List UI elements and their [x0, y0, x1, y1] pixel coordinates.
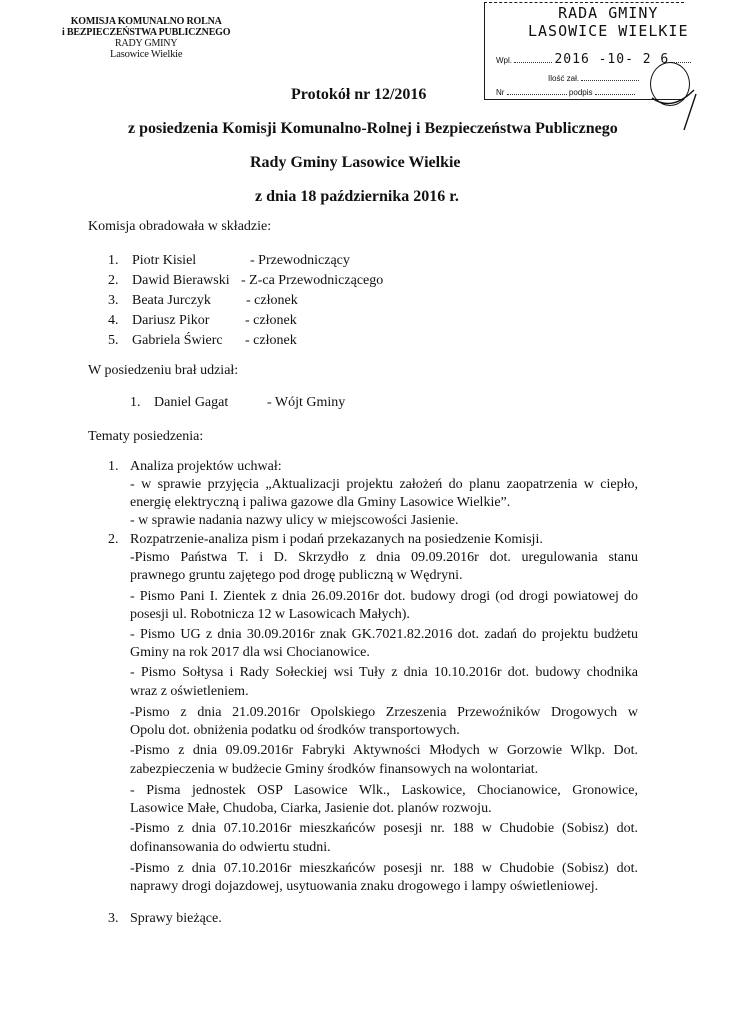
- stamp-podpis-label: podpis: [568, 88, 593, 97]
- topic-line: -Pismo Państwa T. i D. Skrzydło z dnia 09.09.2016r dot. uregulowania stanu: [130, 550, 638, 565]
- committee-name-line3: RADY GMINY: [114, 38, 178, 49]
- signature-scribble: [640, 60, 710, 135]
- member-name: Gabriela Świerc: [132, 333, 223, 348]
- member-name: Dariusz Pikor: [132, 313, 210, 328]
- member-number: 5.: [108, 333, 119, 348]
- topic-line: posesji ul. Robotnicza 12 w Lasowicach Małych).: [130, 607, 410, 622]
- topic-line: wraz z oświetleniem.: [130, 684, 249, 699]
- topic-title: Sprawy bieżące.: [130, 911, 222, 926]
- committee-name-line1: KOMISJA KOMUNALNO ROLNA: [70, 16, 222, 27]
- member-name: Beata Jurczyk: [132, 293, 211, 308]
- stamp-title-line2: LASOWICE WIELKIE: [528, 22, 689, 40]
- topic-line: -Pismo z dnia 09.09.2016r Fabryki Aktywności Młodych w Gorzowie Wlkp. Dot.: [130, 743, 638, 758]
- participant-number: 1.: [130, 395, 141, 410]
- meeting-title: z posiedzenia Komisji Komunalno-Rolnej i Bezpieczeństwa Publicznego: [128, 120, 618, 137]
- topic-line: - Pisma jednostek OSP Lasowice Wlk., Laskowice, Chocianowice, Gronowice,: [130, 783, 638, 798]
- topic-number: 1.: [108, 459, 119, 474]
- topic-title: Analiza projektów uchwał:: [130, 459, 282, 474]
- member-role: - członek: [246, 293, 298, 308]
- council-title: Rady Gminy Lasowice Wielkie: [250, 154, 461, 171]
- topic-line: -Pismo z dnia 07.10.2016r mieszkańców posesji nr. 188 w Chudobie (Sobisz) dot.: [130, 861, 638, 876]
- topic-line: - w sprawie nadania nazwy ulicy w miejscowości Jasienie.: [130, 513, 459, 528]
- member-role: - członek: [245, 313, 297, 328]
- topic-line: naprawy drogi dojazdowej, usytuowania znaku drogowego i lampy oświetleniowej.: [130, 879, 599, 894]
- topics-heading: Tematy posiedzenia:: [88, 429, 204, 444]
- member-name: Piotr Kisiel: [132, 253, 197, 268]
- member-role: - Przewodniczący: [250, 253, 350, 268]
- meeting-date-title: z dnia 18 października 2016 r.: [255, 188, 459, 205]
- topic-line: Opolu dot. obniżenia podatku od środków transportowych.: [130, 723, 460, 738]
- stamp-zal-label: Ilość zał.: [548, 74, 580, 83]
- topic-line: -Pismo z dnia 07.10.2016r mieszkańców posesji nr. 188 w Chudobie (Sobisz) dot.: [130, 821, 638, 836]
- topic-line: - w sprawie przyjęcia „Aktualizacji projektu założeń do planu zaopatrzenia w ciepło,: [130, 477, 638, 492]
- participant-role: - Wójt Gminy: [267, 395, 346, 410]
- committee-header: [62, 16, 230, 60]
- stamp-dots: [507, 94, 567, 95]
- member-role: - członek: [245, 333, 297, 348]
- topic-line: Lasowice Małe, Chudoba, Ciarka, Jasienie dot. planów rozwoju.: [130, 801, 492, 816]
- stamp-nr-label: Nr: [496, 88, 505, 97]
- topic-line: - Pismo Sołtysa i Rady Sołeckiej wsi Tuły z dnia 10.10.2016r dot. budowy chodnika: [130, 665, 638, 680]
- member-number: 2.: [108, 273, 119, 288]
- topic-line: prawnego gruntu zajętego pod drogę publiczną w Wędryni.: [130, 568, 463, 583]
- protocol-number-title: Protokół nr 12/2016: [291, 86, 427, 103]
- topic-line: energię elektryczną i paliwa gazowe dla Gminy Lasowice Wielkie”.: [130, 495, 511, 510]
- topic-line: Gminy na rok 2017 dla wsi Chocianowice.: [130, 645, 370, 660]
- topic-number: 2.: [108, 532, 119, 547]
- topic-line: -Pismo z dnia 21.09.2016r Opolskiego Zrzeszenia Przewoźników Drogowych w: [130, 705, 638, 720]
- stamp-date: 2016 -10- 2 6: [554, 52, 670, 67]
- participant-name: Daniel Gagat: [154, 395, 229, 410]
- stamp-dots: [581, 80, 639, 81]
- stamp-dots: [595, 94, 635, 95]
- topic-title: Rozpatrzenie-analiza pism i podań przekazanych na posiedzenie Komisji.: [130, 532, 543, 547]
- stamp-number-row: [496, 88, 635, 97]
- committee-name-line2: i BEZPIECZEŃSTWA PUBLICZNEGO: [62, 27, 231, 38]
- topic-number: 3.: [108, 911, 119, 926]
- member-number: 4.: [108, 313, 119, 328]
- topic-line: zabezpieczenia w budżecie Gminy środków finansowych na wolontariat.: [130, 762, 539, 777]
- member-role: - Z-ca Przewodniczącego: [241, 273, 384, 288]
- stamp-title: [528, 4, 689, 40]
- stamp-title-line1: RADA GMINY: [558, 4, 659, 22]
- composition-heading: Komisja obradowała w składzie:: [88, 219, 272, 234]
- stamp-wpl-label: Wpl.: [496, 56, 512, 65]
- member-number: 1.: [108, 253, 119, 268]
- committee-name-line4: Lasowice Wielkie: [110, 49, 183, 60]
- topic-line: - Pismo UG z dnia 30.09.2016r znak GK.7021.82.2016 dot. zadań do projektu budżetu: [130, 627, 638, 642]
- topic-line: - Pismo Pani I. Zientek z dnia 26.09.2016r dot. budowy drogi (od drogi powiatowej do: [130, 589, 638, 604]
- member-name: Dawid Bierawski: [132, 273, 230, 288]
- topic-line: dofinansowania do odwiertu studni.: [130, 840, 331, 855]
- member-number: 3.: [108, 293, 119, 308]
- stamp-dots: [514, 62, 552, 63]
- stamp-attachments-row: [548, 74, 639, 83]
- participants-heading: W posiedzeniu brał udział:: [88, 363, 239, 378]
